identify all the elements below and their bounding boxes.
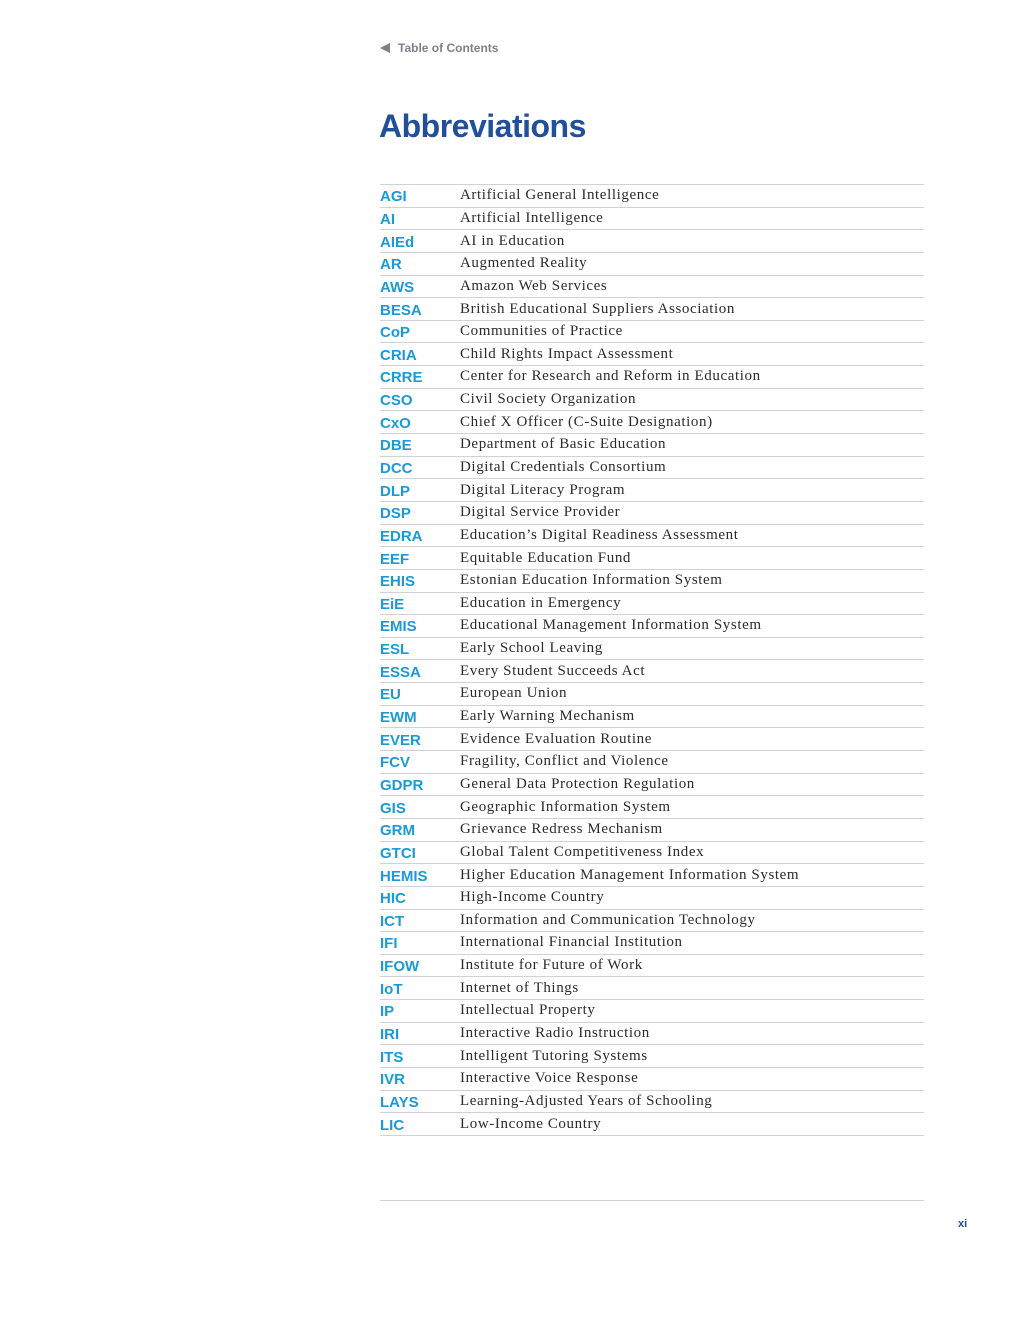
abbreviation-description: Higher Education Management Information System — [460, 866, 800, 883]
abbreviation-description: Civil Society Organization — [460, 391, 637, 408]
abbreviation-code: GRM — [380, 822, 415, 840]
abbreviation-description: AI in Education — [460, 232, 565, 249]
abbreviation-row — [380, 615, 924, 638]
abbreviation-code: AGI — [380, 188, 407, 206]
abbreviation-description: General Data Protection Regulation — [460, 775, 695, 792]
abbreviation-description: Global Talent Competitiveness Index — [460, 843, 705, 860]
abbreviation-description: Every Student Succeeds Act — [460, 662, 646, 679]
abbreviation-code: ESL — [380, 641, 410, 659]
abbreviation-code: LIC — [380, 1116, 405, 1134]
abbreviation-row — [380, 1045, 924, 1068]
abbreviation-row — [380, 321, 924, 344]
abbreviation-row — [380, 230, 924, 253]
abbreviation-code: EEF — [380, 550, 410, 568]
abbreviation-description: Early School Leaving — [460, 640, 603, 657]
abbreviation-code: CRRE — [380, 369, 423, 387]
abbreviation-row — [380, 570, 924, 593]
abbreviation-code: IFI — [380, 935, 398, 953]
abbreviation-description: Amazon Web Services — [460, 277, 608, 294]
abbreviation-row — [380, 842, 924, 865]
abbreviation-row — [380, 479, 924, 502]
abbreviation-row — [380, 411, 924, 434]
abbreviation-description: Geographic Information System — [460, 798, 671, 815]
table-of-contents-label: Table of Contents — [398, 41, 499, 55]
abbreviation-code: DLP — [380, 482, 410, 500]
abbreviation-code: GDPR — [380, 776, 424, 794]
abbreviation-row — [380, 910, 924, 933]
abbreviation-description: Department of Basic Education — [460, 436, 667, 453]
abbreviation-row — [380, 706, 924, 729]
abbreviation-code: HIC — [380, 890, 406, 908]
abbreviation-row — [380, 932, 924, 955]
abbreviation-row — [380, 434, 924, 457]
abbreviation-code: IVR — [380, 1071, 406, 1089]
abbreviation-row — [380, 343, 924, 366]
bottom-rule — [380, 1200, 924, 1201]
abbreviation-row — [380, 977, 924, 1000]
abbreviation-description: Interactive Voice Response — [460, 1070, 639, 1087]
abbreviation-row — [380, 955, 924, 978]
page-number: xi — [958, 1218, 968, 1230]
abbreviation-code: EiE — [380, 595, 405, 613]
abbreviation-description: Digital Credentials Consortium — [460, 459, 667, 475]
abbreviation-description: British Educational Suppliers Association — [460, 300, 735, 317]
abbreviation-row — [380, 887, 924, 910]
abbreviation-code: ICT — [380, 912, 405, 930]
abbreviation-description: Institute for Future of Work — [460, 957, 643, 974]
abbreviation-row — [380, 593, 924, 616]
abbreviation-description: Low-Income Country — [460, 1115, 602, 1132]
abbreviation-description: Internet of Things — [460, 979, 579, 996]
abbreviation-row — [380, 208, 924, 231]
abbreviation-code: IP — [380, 1003, 395, 1021]
abbreviation-code: BESA — [380, 301, 422, 319]
abbreviation-row — [380, 751, 924, 774]
abbreviation-code: EHIS — [380, 573, 416, 591]
abbreviation-description: Center for Research and Reform in Education — [460, 368, 761, 385]
abbreviation-description: Fragility, Conflict and Violence — [460, 753, 669, 770]
abbreviation-row — [380, 366, 924, 389]
abbreviation-description: Augmented Reality — [460, 255, 588, 272]
abbreviation-row — [380, 864, 924, 887]
abbreviation-row — [380, 547, 924, 570]
abbreviation-description: Equitable Education Fund — [460, 549, 632, 566]
abbreviation-description: Educational Management Information System — [460, 617, 762, 634]
abbreviation-description: Communities of Practice — [460, 323, 623, 340]
abbreviation-code: CxO — [380, 414, 411, 432]
abbreviation-description: Grievance Redress Mechanism — [460, 821, 663, 838]
abbreviation-description: Information and Communication Technology — [460, 911, 756, 928]
abbreviation-code: CRIA — [380, 346, 417, 364]
abbreviation-code: AIEd — [380, 233, 415, 251]
abbreviation-code: DCC — [380, 460, 413, 477]
abbreviation-code: GIS — [380, 799, 406, 817]
abbreviation-code: EMIS — [380, 618, 417, 636]
table-of-contents-link[interactable] — [380, 41, 498, 55]
abbreviation-description: Digital Literacy Program — [460, 481, 626, 498]
abbreviation-row — [380, 525, 924, 548]
page-title: Abbreviations — [379, 108, 586, 144]
abbreviation-code: EDRA — [380, 527, 423, 545]
abbreviation-row — [380, 1023, 924, 1046]
abbreviation-code: LAYS — [380, 1093, 419, 1111]
abbreviation-row — [380, 660, 924, 683]
abbreviation-description: Interactive Radio Instruction — [460, 1025, 650, 1042]
abbreviation-code: IoT — [380, 980, 403, 998]
abbreviation-row — [380, 298, 924, 321]
abbreviation-row — [380, 819, 924, 842]
abbreviation-row — [380, 683, 924, 706]
abbreviation-description: Learning-Adjusted Years of Schooling — [460, 1092, 713, 1109]
abbreviation-code: EU — [380, 686, 401, 704]
left-triangle-icon — [380, 43, 390, 53]
abbreviation-row — [380, 457, 924, 480]
abbreviation-code: EVER — [380, 731, 421, 749]
abbreviation-description: Child Rights Impact Assessment — [460, 345, 674, 362]
abbreviation-description: Artificial General Intelligence — [460, 187, 660, 204]
abbreviation-description: International Financial Institution — [460, 934, 683, 951]
abbreviation-row — [380, 253, 924, 276]
abbreviation-row — [380, 1068, 924, 1091]
abbreviation-row — [380, 638, 924, 661]
abbreviation-row — [380, 502, 924, 525]
abbreviation-description: Education in Emergency — [460, 594, 622, 611]
abbreviation-row — [380, 1091, 924, 1114]
abbreviation-code: DBE — [380, 437, 412, 455]
abbreviation-description: Intelligent Tutoring Systems — [460, 1047, 648, 1064]
abbreviation-row — [380, 389, 924, 412]
abbreviation-row — [380, 276, 924, 299]
abbreviation-row — [380, 1000, 924, 1023]
abbreviation-description: Intellectual Property — [460, 1002, 596, 1019]
abbreviation-row — [380, 185, 924, 208]
abbreviation-code: AWS — [380, 278, 415, 296]
abbreviation-description: European Union — [460, 685, 568, 702]
abbreviation-description: Estonian Education Information System — [460, 572, 723, 589]
abbreviation-code: CoP — [380, 324, 410, 342]
abbreviations-table — [380, 184, 924, 1136]
abbreviation-code: IFOW — [380, 958, 420, 976]
abbreviation-code: GTCI — [380, 844, 416, 862]
abbreviation-description: Artificial Intelligence — [460, 209, 604, 226]
abbreviation-description: Chief X Officer (C-Suite Designation) — [460, 413, 713, 430]
abbreviation-code: ESSA — [380, 663, 421, 681]
abbreviation-code: FCV — [380, 754, 410, 772]
abbreviation-description: Evidence Evaluation Routine — [460, 730, 652, 747]
abbreviation-description: Education’s Digital Readiness Assessment — [460, 526, 739, 543]
abbreviation-row — [380, 796, 924, 819]
abbreviation-description: Early Warning Mechanism — [460, 708, 635, 725]
abbreviation-description: Digital Service Provider — [460, 504, 621, 521]
abbreviation-code: EWM — [380, 709, 417, 727]
abbreviation-code: IRI — [380, 1026, 400, 1044]
abbreviation-code: DSP — [380, 505, 411, 523]
abbreviation-code: HEMIS — [380, 867, 428, 885]
abbreviation-code: CSO — [380, 392, 413, 410]
abbreviation-code: AI — [380, 210, 395, 228]
abbreviation-row — [380, 728, 924, 751]
abbreviation-description: High-Income Country — [460, 889, 605, 906]
abbreviation-code: ITS — [380, 1048, 404, 1066]
abbreviation-row — [380, 1113, 924, 1136]
abbreviation-row — [380, 774, 924, 797]
abbreviation-code: AR — [380, 256, 402, 274]
